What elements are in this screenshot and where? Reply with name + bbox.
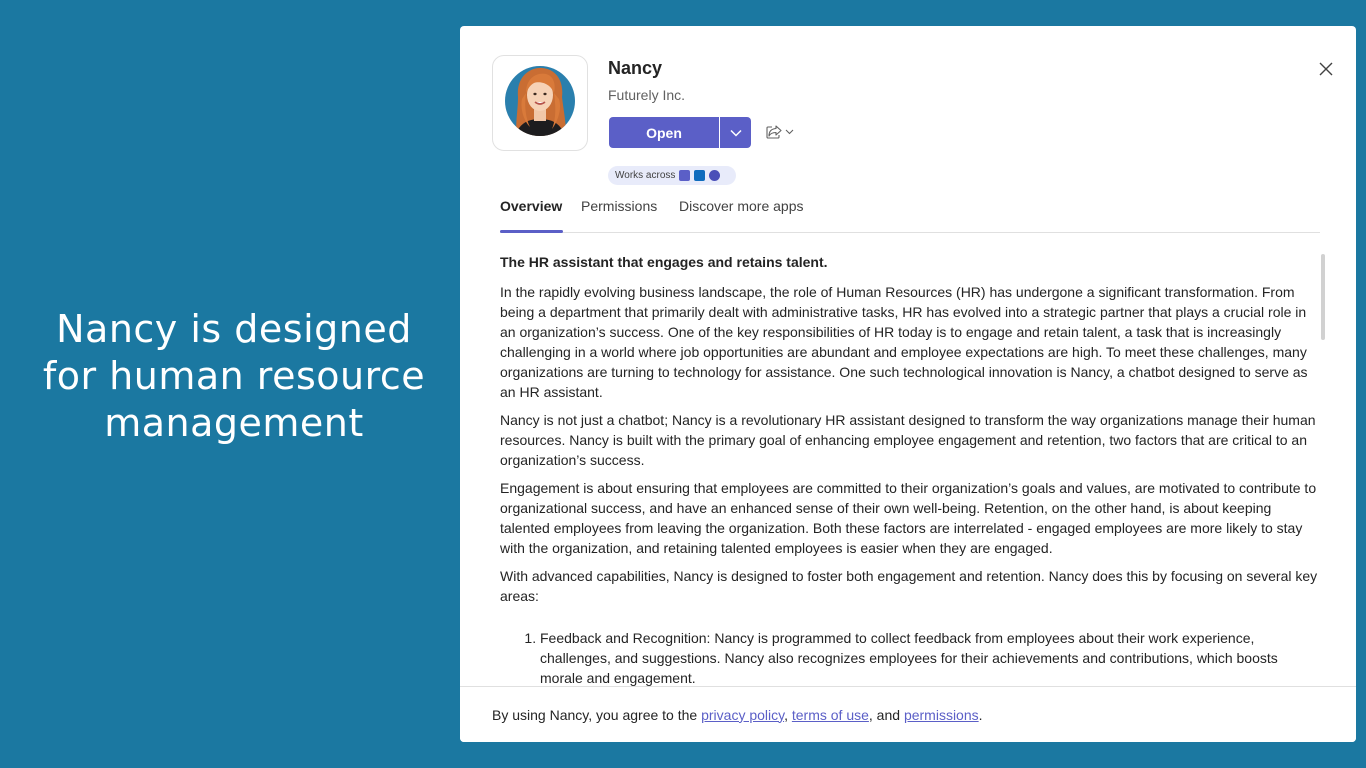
tab-bar [500,194,1320,233]
active-tab-indicator [500,230,563,233]
overview-heading: The HR assistant that engages and retains talent. [500,254,828,270]
app-publisher: Futurely Inc. [608,87,686,103]
tab-overview[interactable]: Overview [500,198,563,214]
close-icon [1317,60,1335,78]
microsoft365-icon [709,170,720,181]
app-details-dialog [460,26,1356,742]
overview-paragraph: Engagement is about ensuring that employees are committed to their organization’s goals and values, are motivated to contribute to organizational success, and have an enhanced sense of their own well-being. Retention, on the other hand, is about keeping talented employees from leaving the organization. Both these factors are interrelated - engaged employees are more likely to stay with the organization, and retaining talented employees is easier when they are engaged. [500,480,1317,556]
overview-paragraph: Nancy is not just a chatbot; Nancy is a revolutionary HR assistant designed to transform the way organizations manage their human resources. Nancy is built with the primary goal of enhancing employee engagement and retention, two factors that are critical to an organization’s success. [500,412,1316,468]
share-button[interactable] [766,122,800,142]
open-button[interactable]: Open [609,117,719,148]
footer-separator: , and [868,706,904,723]
app-icon [492,55,588,151]
overview-paragraph: In the rapidly evolving business landscape, the role of Human Resources (HR) has undergone a significant transformation. From being a department that primarily dealt with administrative tasks, HR has evolved into a strategic partner that plays a crucial role in an organization’s success. One of the key responsibilities of HR today is to engage and retain talent, a task that is increasingly challenging in a world where job opportunities are abundant and employee expectations are high. To meet these challenges, many organizations are turning to technology for assistance. One such technological innovation is Nancy, a chatbot designed to serve as an HR assistant. [500,284,1308,400]
key-areas-list [500,628,1320,686]
share-icon [766,125,782,139]
privacy-policy-link[interactable]: privacy policy [701,706,785,723]
promo-headline [20,306,448,447]
nancy-avatar-icon [504,63,576,143]
list-item: 1. Feedback and Recognition: Nancy is programmed to collect feedback from employees about their work experience, challenges, and suggestions. Nancy also recognizes employees for their achievements and contributions, which boosts morale and engagement. [540,628,1320,686]
footer-separator: , [784,706,792,723]
open-options-button[interactable] [720,117,751,148]
terms-footer [460,686,1356,742]
works-across-badge [608,166,736,185]
content-scrollbar[interactable] [1321,254,1325,340]
close-button[interactable] [1317,60,1335,78]
works-across-label: Works across [615,170,676,181]
tab-discover-more-apps[interactable]: Discover more apps [679,198,804,214]
tab-permissions[interactable]: Permissions [581,198,658,214]
promo-line-3: management [104,401,364,445]
promo-line-2: for human resource [42,354,426,398]
permissions-link[interactable]: permissions [903,706,979,723]
chevron-down-icon [730,129,742,137]
overview-content[interactable] [500,252,1320,686]
promo-line-1: Nancy is designed [56,307,412,351]
overview-paragraph: With advanced capabilities, Nancy is designed to foster both engagement and retention. Nancy does this by focusing on several key areas: [500,568,1318,604]
chevron-down-icon [785,129,794,135]
footer-suffix: . [978,706,983,723]
outlook-icon [694,170,705,181]
teams-icon [679,170,690,181]
footer-prefix: By using Nancy, you agree to the [492,706,702,723]
terms-of-use-link[interactable]: terms of use [791,706,869,723]
app-name: Nancy [608,58,663,78]
